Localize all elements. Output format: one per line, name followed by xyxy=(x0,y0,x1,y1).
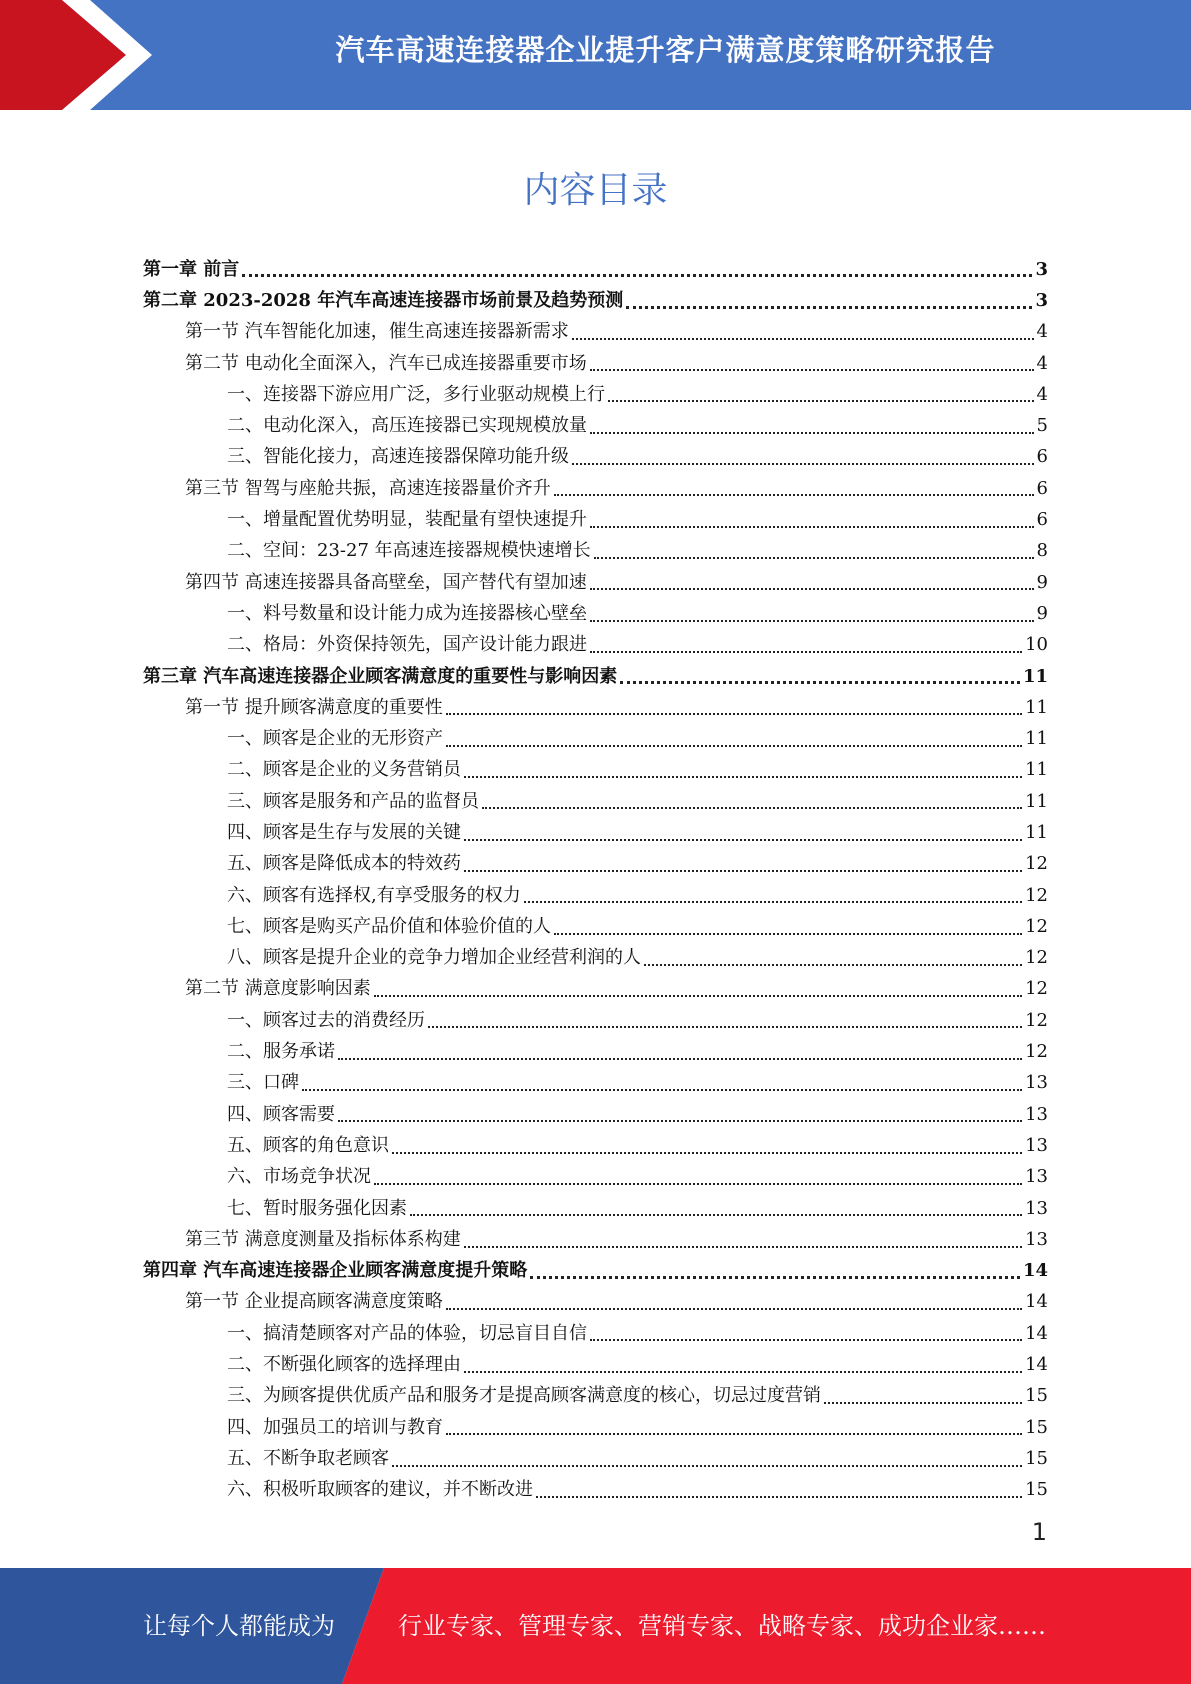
toc-dot-leader xyxy=(620,681,1020,684)
toc-entry[interactable] xyxy=(143,786,1048,817)
toc-dot-leader xyxy=(824,1402,1022,1404)
toc-entry[interactable] xyxy=(143,1193,1048,1224)
toc-entry-page: 14 xyxy=(1025,1291,1048,1313)
toc-entry-page: 14 xyxy=(1025,1322,1048,1344)
toc-entry-page: 15 xyxy=(1025,1385,1048,1407)
toc-dot-leader xyxy=(524,901,1022,903)
toc-entry[interactable] xyxy=(143,1412,1048,1443)
toc-entry-title: 第一节 提升顾客满意度的重要性 xyxy=(185,696,443,718)
toc-dot-leader xyxy=(590,620,1034,622)
toc-entry-title: 第一章 前言 xyxy=(143,258,240,280)
toc-entry-page: 5 xyxy=(1036,415,1048,437)
toc-dot-leader xyxy=(242,274,1032,277)
toc-dot-leader xyxy=(590,526,1034,528)
toc-entry[interactable] xyxy=(143,1099,1048,1130)
toc-dot-leader xyxy=(590,651,1022,653)
toc-entry-title: 二、格局：外资保持领先，国产设计能力跟进 xyxy=(227,634,587,656)
toc-entry-title: 六、顾客有选择权,有享受服务的权力 xyxy=(227,884,521,906)
toc-entry-title: 六、积极听取顾客的建议，并不断改进 xyxy=(227,1479,533,1501)
toc-entry-page: 13 xyxy=(1025,1103,1048,1125)
toc-dot-leader xyxy=(464,1246,1022,1248)
page-footer xyxy=(0,1568,1191,1684)
toc-entry[interactable] xyxy=(143,379,1048,410)
toc-entry[interactable] xyxy=(143,1381,1048,1412)
toc-entry-title: 一、增量配置优势明显，装配量有望快速提升 xyxy=(227,509,587,531)
toc-entry-page: 9 xyxy=(1036,571,1048,593)
toc-dot-leader xyxy=(428,1026,1022,1028)
toc-dot-leader xyxy=(626,306,1032,309)
toc-entry-title: 二、电动化深入，高压连接器已实现规模放量 xyxy=(227,415,587,437)
toc-entry-title: 五、顾客的角色意识 xyxy=(227,1134,389,1156)
toc-entry[interactable] xyxy=(143,1318,1048,1349)
toc-dot-leader xyxy=(392,1152,1022,1154)
toc-entry[interactable] xyxy=(143,817,1048,848)
toc-dot-leader xyxy=(338,1120,1022,1122)
toc-entry[interactable] xyxy=(143,254,1048,285)
toc-entry[interactable] xyxy=(143,692,1048,723)
toc-entry-page: 12 xyxy=(1025,1009,1048,1031)
toc-dot-leader xyxy=(530,1276,1020,1279)
toc-dot-leader xyxy=(608,400,1034,402)
toc-entry-page: 12 xyxy=(1025,947,1048,969)
toc-entry-title: 四、加强员工的培训与教育 xyxy=(227,1416,443,1438)
toc-entry-title: 八、顾客是提升企业的竞争力增加企业经营利润的人 xyxy=(227,947,641,969)
table-of-contents xyxy=(143,254,1048,1506)
toc-dot-leader xyxy=(446,1308,1022,1310)
toc-entry[interactable] xyxy=(143,1349,1048,1380)
toc-entry-title: 三、智能化接力，高速连接器保障功能升级 xyxy=(227,446,569,468)
toc-entry-page: 11 xyxy=(1025,728,1048,750)
toc-entry-title: 六、市场竞争状况 xyxy=(227,1166,371,1188)
toc-entry-page: 11 xyxy=(1025,696,1048,718)
toc-dot-leader xyxy=(446,745,1022,747)
toc-dot-leader xyxy=(302,1089,1022,1091)
page-number: 1 xyxy=(1031,1518,1047,1546)
page-header xyxy=(0,0,1191,110)
toc-entry-page: 15 xyxy=(1025,1416,1048,1438)
toc-entry-page: 12 xyxy=(1025,915,1048,937)
toc-entry-page: 11 xyxy=(1025,790,1048,812)
toc-entry-page: 13 xyxy=(1025,1166,1048,1188)
toc-entry-title: 七、暂时服务强化因素 xyxy=(227,1197,407,1219)
toc-entry[interactable] xyxy=(143,473,1048,504)
toc-entry-page: 13 xyxy=(1025,1197,1048,1219)
toc-entry[interactable] xyxy=(143,1068,1048,1099)
toc-entry-page: 12 xyxy=(1025,978,1048,1000)
toc-dot-leader xyxy=(446,1433,1022,1435)
toc-entry[interactable] xyxy=(143,598,1048,629)
toc-dot-leader xyxy=(554,933,1022,935)
footer-slogan-left: 让每个人都能成为 xyxy=(143,1612,335,1640)
toc-heading: 内容目录 xyxy=(523,170,668,211)
toc-entry-page: 11 xyxy=(1025,759,1048,781)
toc-entry[interactable] xyxy=(143,504,1048,535)
toc-entry-title: 一、料号数量和设计能力成为连接器核心壁垒 xyxy=(227,602,587,624)
toc-entry-page: 6 xyxy=(1036,509,1048,531)
toc-entry-title: 第四节 高速连接器具备高壁垒，国产替代有望加速 xyxy=(185,571,587,593)
toc-dot-leader xyxy=(590,1339,1022,1341)
toc-entry-page: 3 xyxy=(1035,289,1048,311)
toc-entry-title: 第一节 企业提高顾客满意度策略 xyxy=(185,1291,443,1313)
toc-entry-page: 12 xyxy=(1025,853,1048,875)
toc-dot-leader xyxy=(464,839,1022,841)
toc-entry-page: 12 xyxy=(1025,884,1048,906)
toc-dot-leader xyxy=(590,588,1034,590)
toc-entry[interactable] xyxy=(143,661,1048,692)
toc-entry-title: 第三章 汽车高速连接器企业顾客满意度的重要性与影响因素 xyxy=(143,665,618,687)
toc-entry-page: 13 xyxy=(1025,1228,1048,1250)
toc-entry-page: 8 xyxy=(1036,540,1048,562)
toc-dot-leader xyxy=(374,1183,1022,1185)
toc-entry-title: 一、顾客过去的消费经历 xyxy=(227,1009,425,1031)
toc-dot-leader xyxy=(446,713,1022,715)
toc-dot-leader xyxy=(464,1371,1022,1373)
toc-entry-page: 4 xyxy=(1036,321,1048,343)
toc-dot-leader xyxy=(590,432,1034,434)
toc-dot-leader xyxy=(594,557,1034,559)
toc-entry[interactable] xyxy=(143,974,1048,1005)
toc-entry-page: 10 xyxy=(1025,634,1048,656)
toc-entry-title: 第三节 智驾与座舱共振，高速连接器量价齐升 xyxy=(185,477,551,499)
toc-entry[interactable] xyxy=(143,630,1048,661)
toc-entry[interactable] xyxy=(143,1287,1048,1318)
toc-dot-leader xyxy=(374,995,1022,997)
toc-entry[interactable] xyxy=(143,1256,1048,1287)
toc-dot-leader xyxy=(464,870,1022,872)
toc-entry-title: 一、连接器下游应用广泛，多行业驱动规模上行 xyxy=(227,383,605,405)
toc-entry-page: 6 xyxy=(1036,446,1048,468)
toc-entry-title: 第一节 汽车智能化加速，催生高速连接器新需求 xyxy=(185,321,569,343)
toc-entry-title: 第三节 满意度测量及指标体系构建 xyxy=(185,1228,461,1250)
toc-entry-page: 14 xyxy=(1025,1354,1048,1376)
toc-entry[interactable] xyxy=(143,849,1048,880)
toc-entry[interactable] xyxy=(143,536,1048,567)
toc-entry-title: 第二节 满意度影响因素 xyxy=(185,978,371,1000)
toc-entry-page: 14 xyxy=(1022,1260,1048,1282)
toc-entry-title: 二、顾客是企业的义务营销员 xyxy=(227,759,461,781)
toc-entry-title: 二、不断强化顾客的选择理由 xyxy=(227,1354,461,1376)
footer-slogan-right: 行业专家、管理专家、营销专家、战略专家、成功企业家…… xyxy=(398,1612,1046,1640)
toc-entry-title: 第二章 2023-2028 年汽车高速连接器市场前景及趋势预测 xyxy=(143,289,624,311)
toc-entry-title: 五、顾客是降低成本的特效药 xyxy=(227,853,461,875)
toc-entry-page: 15 xyxy=(1025,1447,1048,1469)
toc-dot-leader xyxy=(554,494,1034,496)
toc-entry-title: 三、为顾客提供优质产品和服务才是提高顾客满意度的核心，切忌过度营销 xyxy=(227,1385,821,1407)
toc-entry[interactable] xyxy=(143,1162,1048,1193)
toc-entry[interactable] xyxy=(143,1130,1048,1161)
toc-entry[interactable] xyxy=(143,911,1048,942)
toc-entry-title: 一、顾客是企业的无形资产 xyxy=(227,728,443,750)
toc-entry-title: 七、顾客是购买产品价值和体验价值的人 xyxy=(227,915,551,937)
toc-entry-title: 第二节 电动化全面深入，汽车已成连接器重要市场 xyxy=(185,352,587,374)
toc-dot-leader xyxy=(590,369,1034,371)
toc-dot-leader xyxy=(536,1496,1022,1498)
toc-dot-leader xyxy=(464,776,1022,778)
toc-entry[interactable] xyxy=(143,567,1048,598)
toc-entry[interactable] xyxy=(143,1443,1048,1474)
toc-entry-title: 二、服务承诺 xyxy=(227,1041,335,1063)
toc-entry[interactable] xyxy=(143,723,1048,754)
toc-entry[interactable] xyxy=(143,285,1048,316)
toc-entry-page: 4 xyxy=(1036,383,1048,405)
toc-entry[interactable] xyxy=(143,943,1048,974)
toc-entry[interactable] xyxy=(143,1224,1048,1255)
toc-entry[interactable] xyxy=(143,1005,1048,1036)
toc-dot-leader xyxy=(410,1214,1022,1216)
toc-entry-title: 三、顾客是服务和产品的监督员 xyxy=(227,790,479,812)
toc-entry-page: 13 xyxy=(1025,1134,1048,1156)
toc-entry-page: 11 xyxy=(1022,665,1048,687)
toc-entry[interactable] xyxy=(143,348,1048,379)
report-title: 汽车高速连接器企业提升客户满意度策略研究报告 xyxy=(335,33,996,67)
toc-entry-page: 9 xyxy=(1036,602,1048,624)
toc-entry[interactable] xyxy=(143,317,1048,348)
toc-dot-leader xyxy=(482,807,1022,809)
toc-entry[interactable] xyxy=(143,755,1048,786)
toc-entry-title: 四、顾客是生存与发展的关键 xyxy=(227,821,461,843)
toc-dot-leader xyxy=(644,964,1022,966)
toc-dot-leader xyxy=(572,463,1034,465)
toc-entry[interactable] xyxy=(143,442,1048,473)
toc-entry-page: 6 xyxy=(1036,477,1048,499)
toc-entry-page: 13 xyxy=(1025,1072,1048,1094)
toc-entry[interactable] xyxy=(143,1036,1048,1067)
toc-entry-page: 11 xyxy=(1025,821,1048,843)
toc-entry-title: 四、顾客需要 xyxy=(227,1103,335,1125)
toc-dot-leader xyxy=(392,1465,1022,1467)
toc-entry-page: 4 xyxy=(1036,352,1048,374)
toc-entry-page: 15 xyxy=(1025,1479,1048,1501)
toc-entry-page: 3 xyxy=(1035,258,1048,280)
toc-entry[interactable] xyxy=(143,410,1048,441)
toc-entry-title: 五、不断争取老顾客 xyxy=(227,1447,389,1469)
toc-entry-title: 一、搞清楚顾客对产品的体验，切忌盲目自信 xyxy=(227,1322,587,1344)
toc-dot-leader xyxy=(338,1058,1022,1060)
toc-entry[interactable] xyxy=(143,880,1048,911)
toc-entry-page: 12 xyxy=(1025,1041,1048,1063)
toc-entry-title: 三、口碑 xyxy=(227,1072,299,1094)
toc-dot-leader xyxy=(572,338,1034,340)
toc-entry-title: 二、空间：23-27 年高速连接器规模快速增长 xyxy=(227,540,591,562)
toc-entry-title: 第四章 汽车高速连接器企业顾客满意度提升策略 xyxy=(143,1260,528,1282)
toc-entry[interactable] xyxy=(143,1475,1048,1506)
